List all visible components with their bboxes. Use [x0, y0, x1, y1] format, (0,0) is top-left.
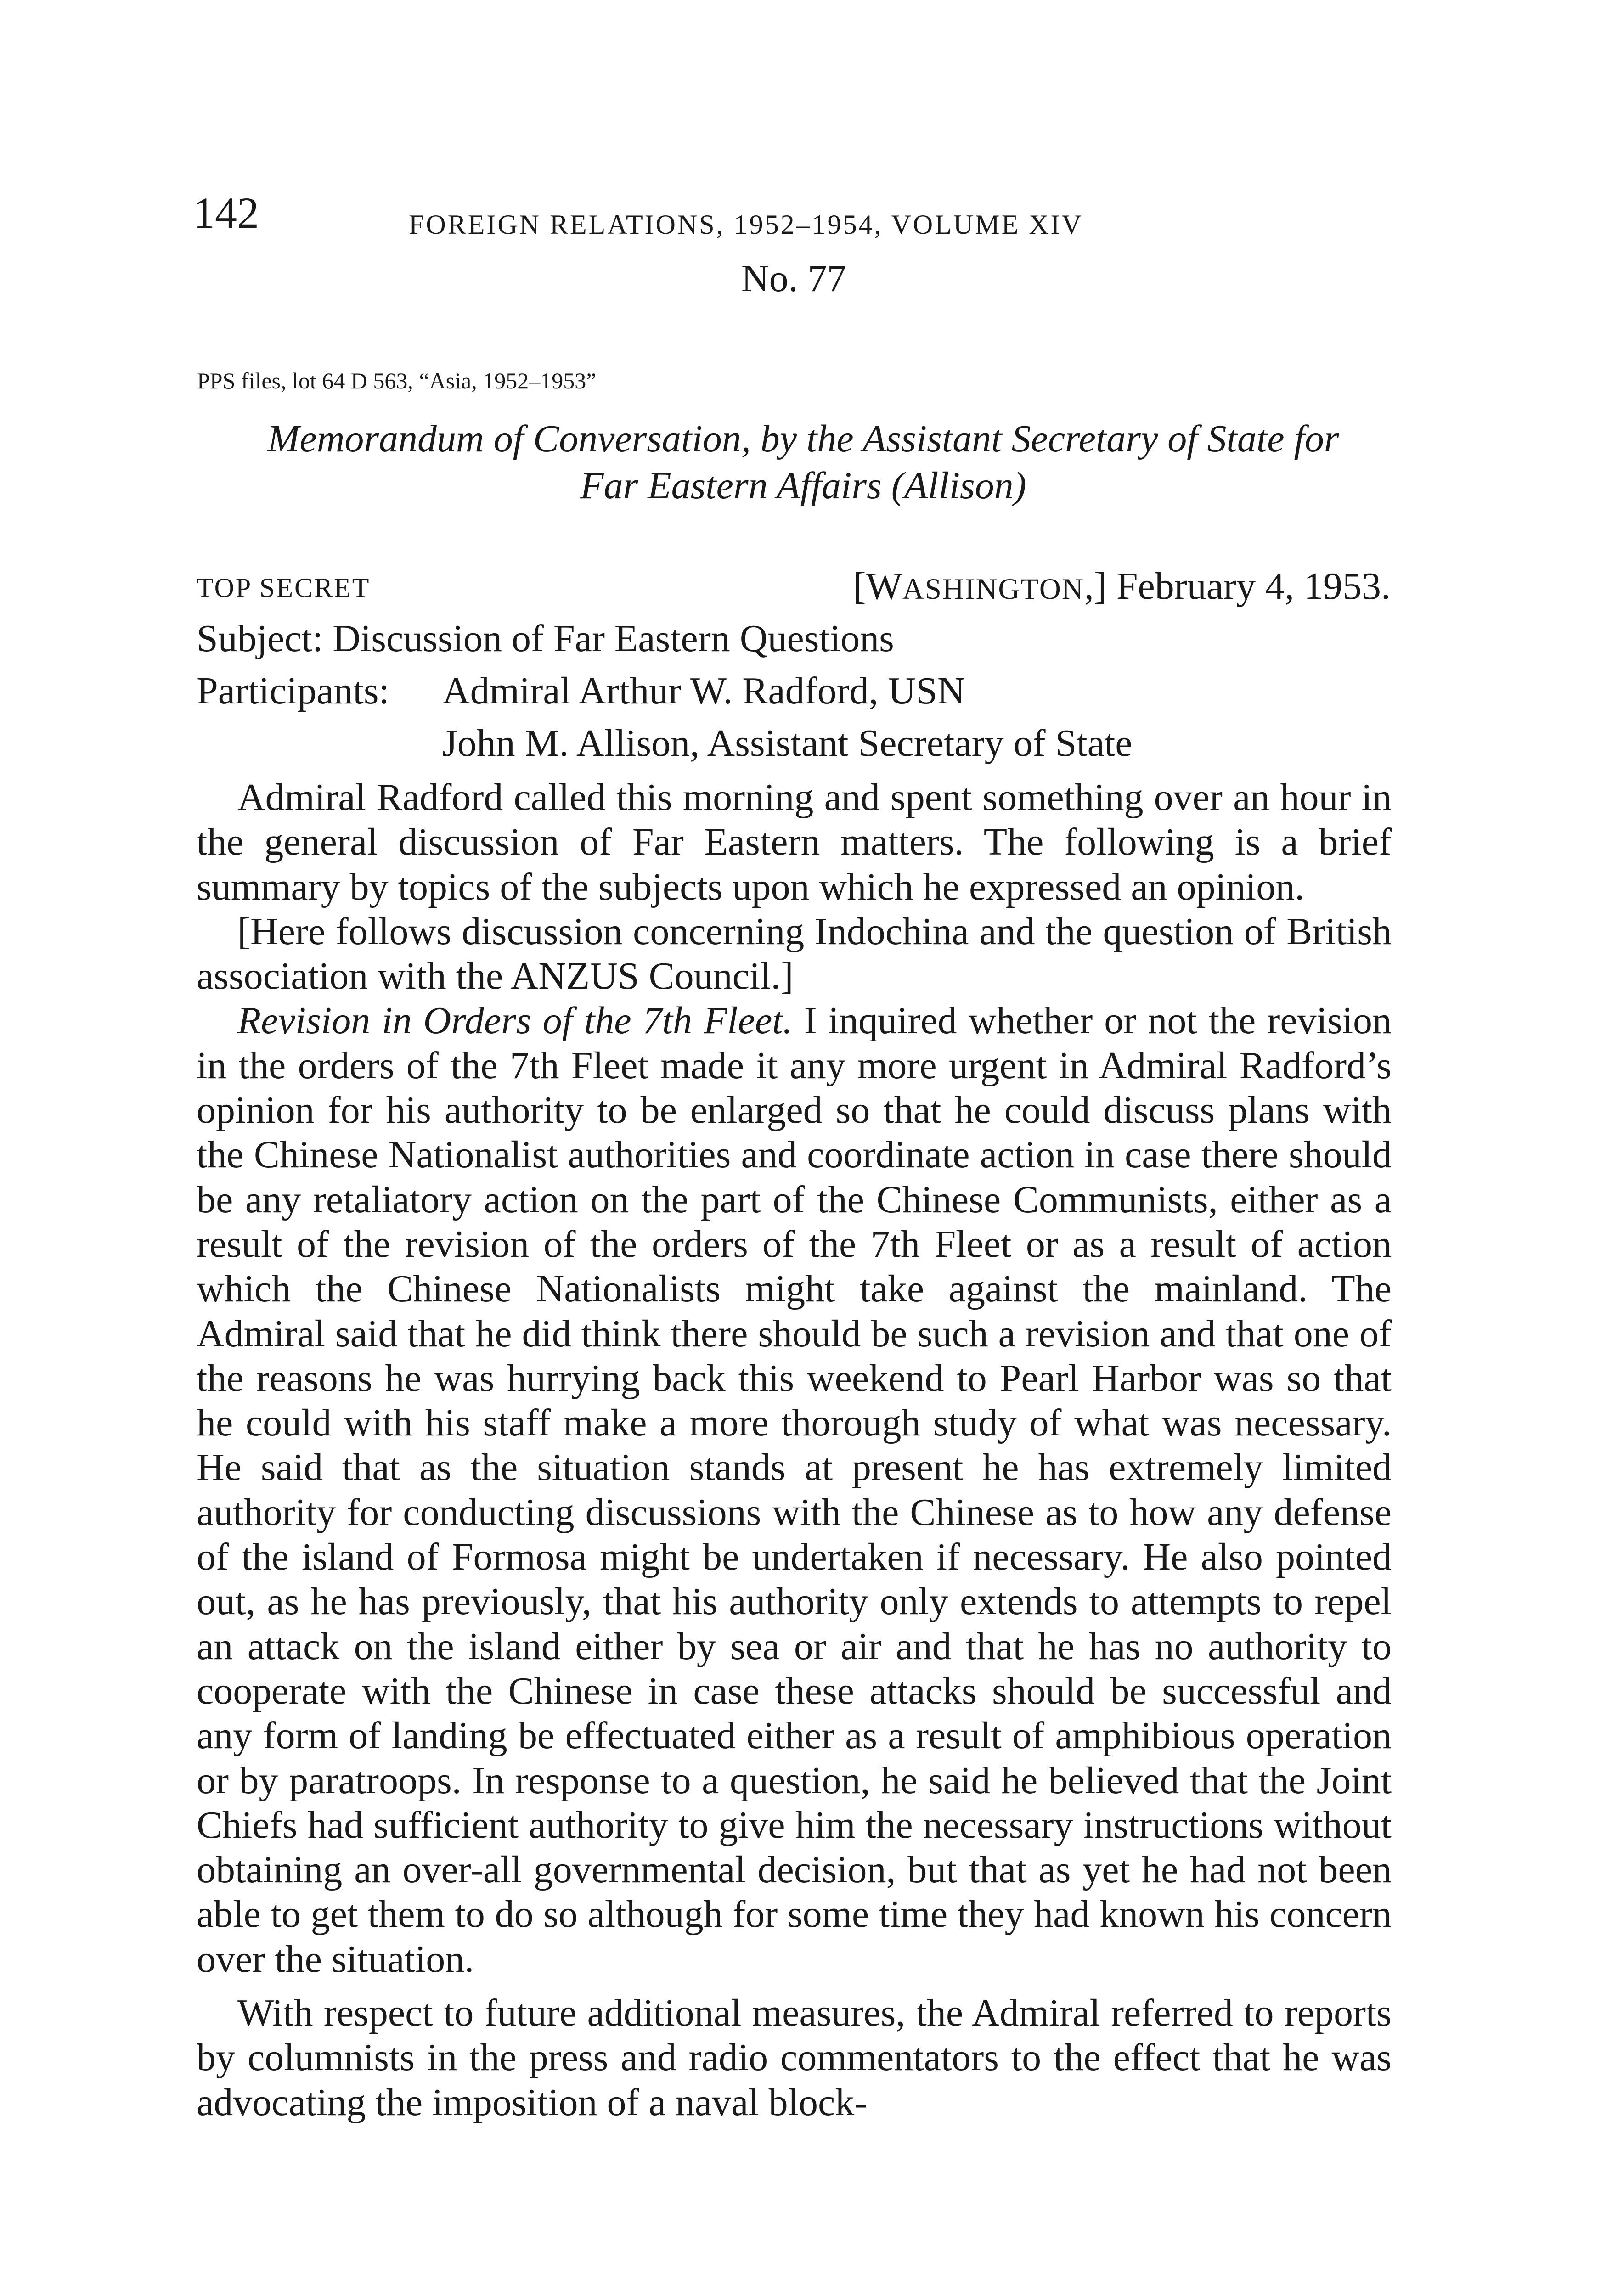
paragraph-heading: Revision in Orders of the 7th Fleet.	[237, 999, 793, 1042]
dateline-date: ,] February 4, 1953.	[1084, 565, 1391, 608]
dateline	[853, 564, 1391, 608]
paragraph-7th-fleet	[197, 998, 1392, 1981]
source-note: PPS files, lot 64 D 563, “Asia, 1952–1953”	[197, 368, 597, 394]
dateline-city: ASHINGTON	[902, 573, 1084, 606]
document-number: No. 77	[741, 257, 846, 300]
page-number: 142	[193, 188, 259, 237]
participant-allison: John M. Allison, Assistant Secretary of State	[442, 722, 1133, 765]
participants-label: Participants:	[197, 670, 389, 712]
subject-line: Subject: Discussion of Far Eastern Questions	[197, 617, 894, 660]
memo-body	[197, 775, 1392, 2125]
document-title: Memorandum of Conversation, by the Assistant Secretary of State for Far Eastern Affairs (Allison)	[267, 417, 1339, 507]
paragraph-intro: Admiral Radford called this morning and spent something over an hour in the general discussion of Far Eastern matters. The following is a brief summary by topics of the subjects upon which he expressed an opinion.	[197, 776, 1392, 908]
dateline-bracket-open: [W	[853, 565, 902, 608]
paragraph-editorial-note: [Here follows discussion concerning Indochina and the question of British association with the ANZUS Council.]	[197, 910, 1392, 998]
paragraph-7th-fleet-text: I inquired whether or not the revision in the orders of the 7th Fleet made it any more urgent in Admiral Radford’s opinion for his authority to be enlarged so that he could discuss plans with the Chinese Nationalist authorities and coordinate action in case there should be any retaliatory action on the part of the Chinese Communists, either as a result of the revision of the orders of the 7th Fleet or as a result of action which the Chinese Nationalists might take against the mainland. The Admiral said that he did think there should be such a revision and that one of the reasons he was hurrying back this weekend to Pearl Harbor was so that he could with his staff make a more thorough study of what was necessary. He said that as the situation stands at present he has extremely limited authority for conducting discussions with the Chinese as to how any defense of the island of Formosa might be undertaken if necessary. He also pointed out, as he has previously, that his authority only extends to attempts to repel an attack on the island either by sea or air and that he has no authority to cooperate with the Chinese in case these attacks should be successful and any form of landing be effectuated either as a result of amphibious operation or by paratroops. In response to a question, he said he believed that the Joint Chiefs had sufficient authority to give him the necessary instructions without obtaining an over-all governmental decision, but that as yet he had not been able to get them to do so although for some time they had known his concern over the situation.	[197, 999, 1392, 1981]
participant-radford: Admiral Arthur W. Radford, USN	[442, 670, 965, 712]
running-head: FOREIGN RELATIONS, 1952–1954, VOLUME XIV	[409, 209, 1083, 240]
paragraph-future-measures: With respect to future additional measures, the Admiral referred to reports by columnists in the press and radio commentators to the effect that he was advocating the imposition of a naval block-	[197, 1992, 1392, 2124]
classification-label: TOP SECRET	[197, 573, 371, 603]
